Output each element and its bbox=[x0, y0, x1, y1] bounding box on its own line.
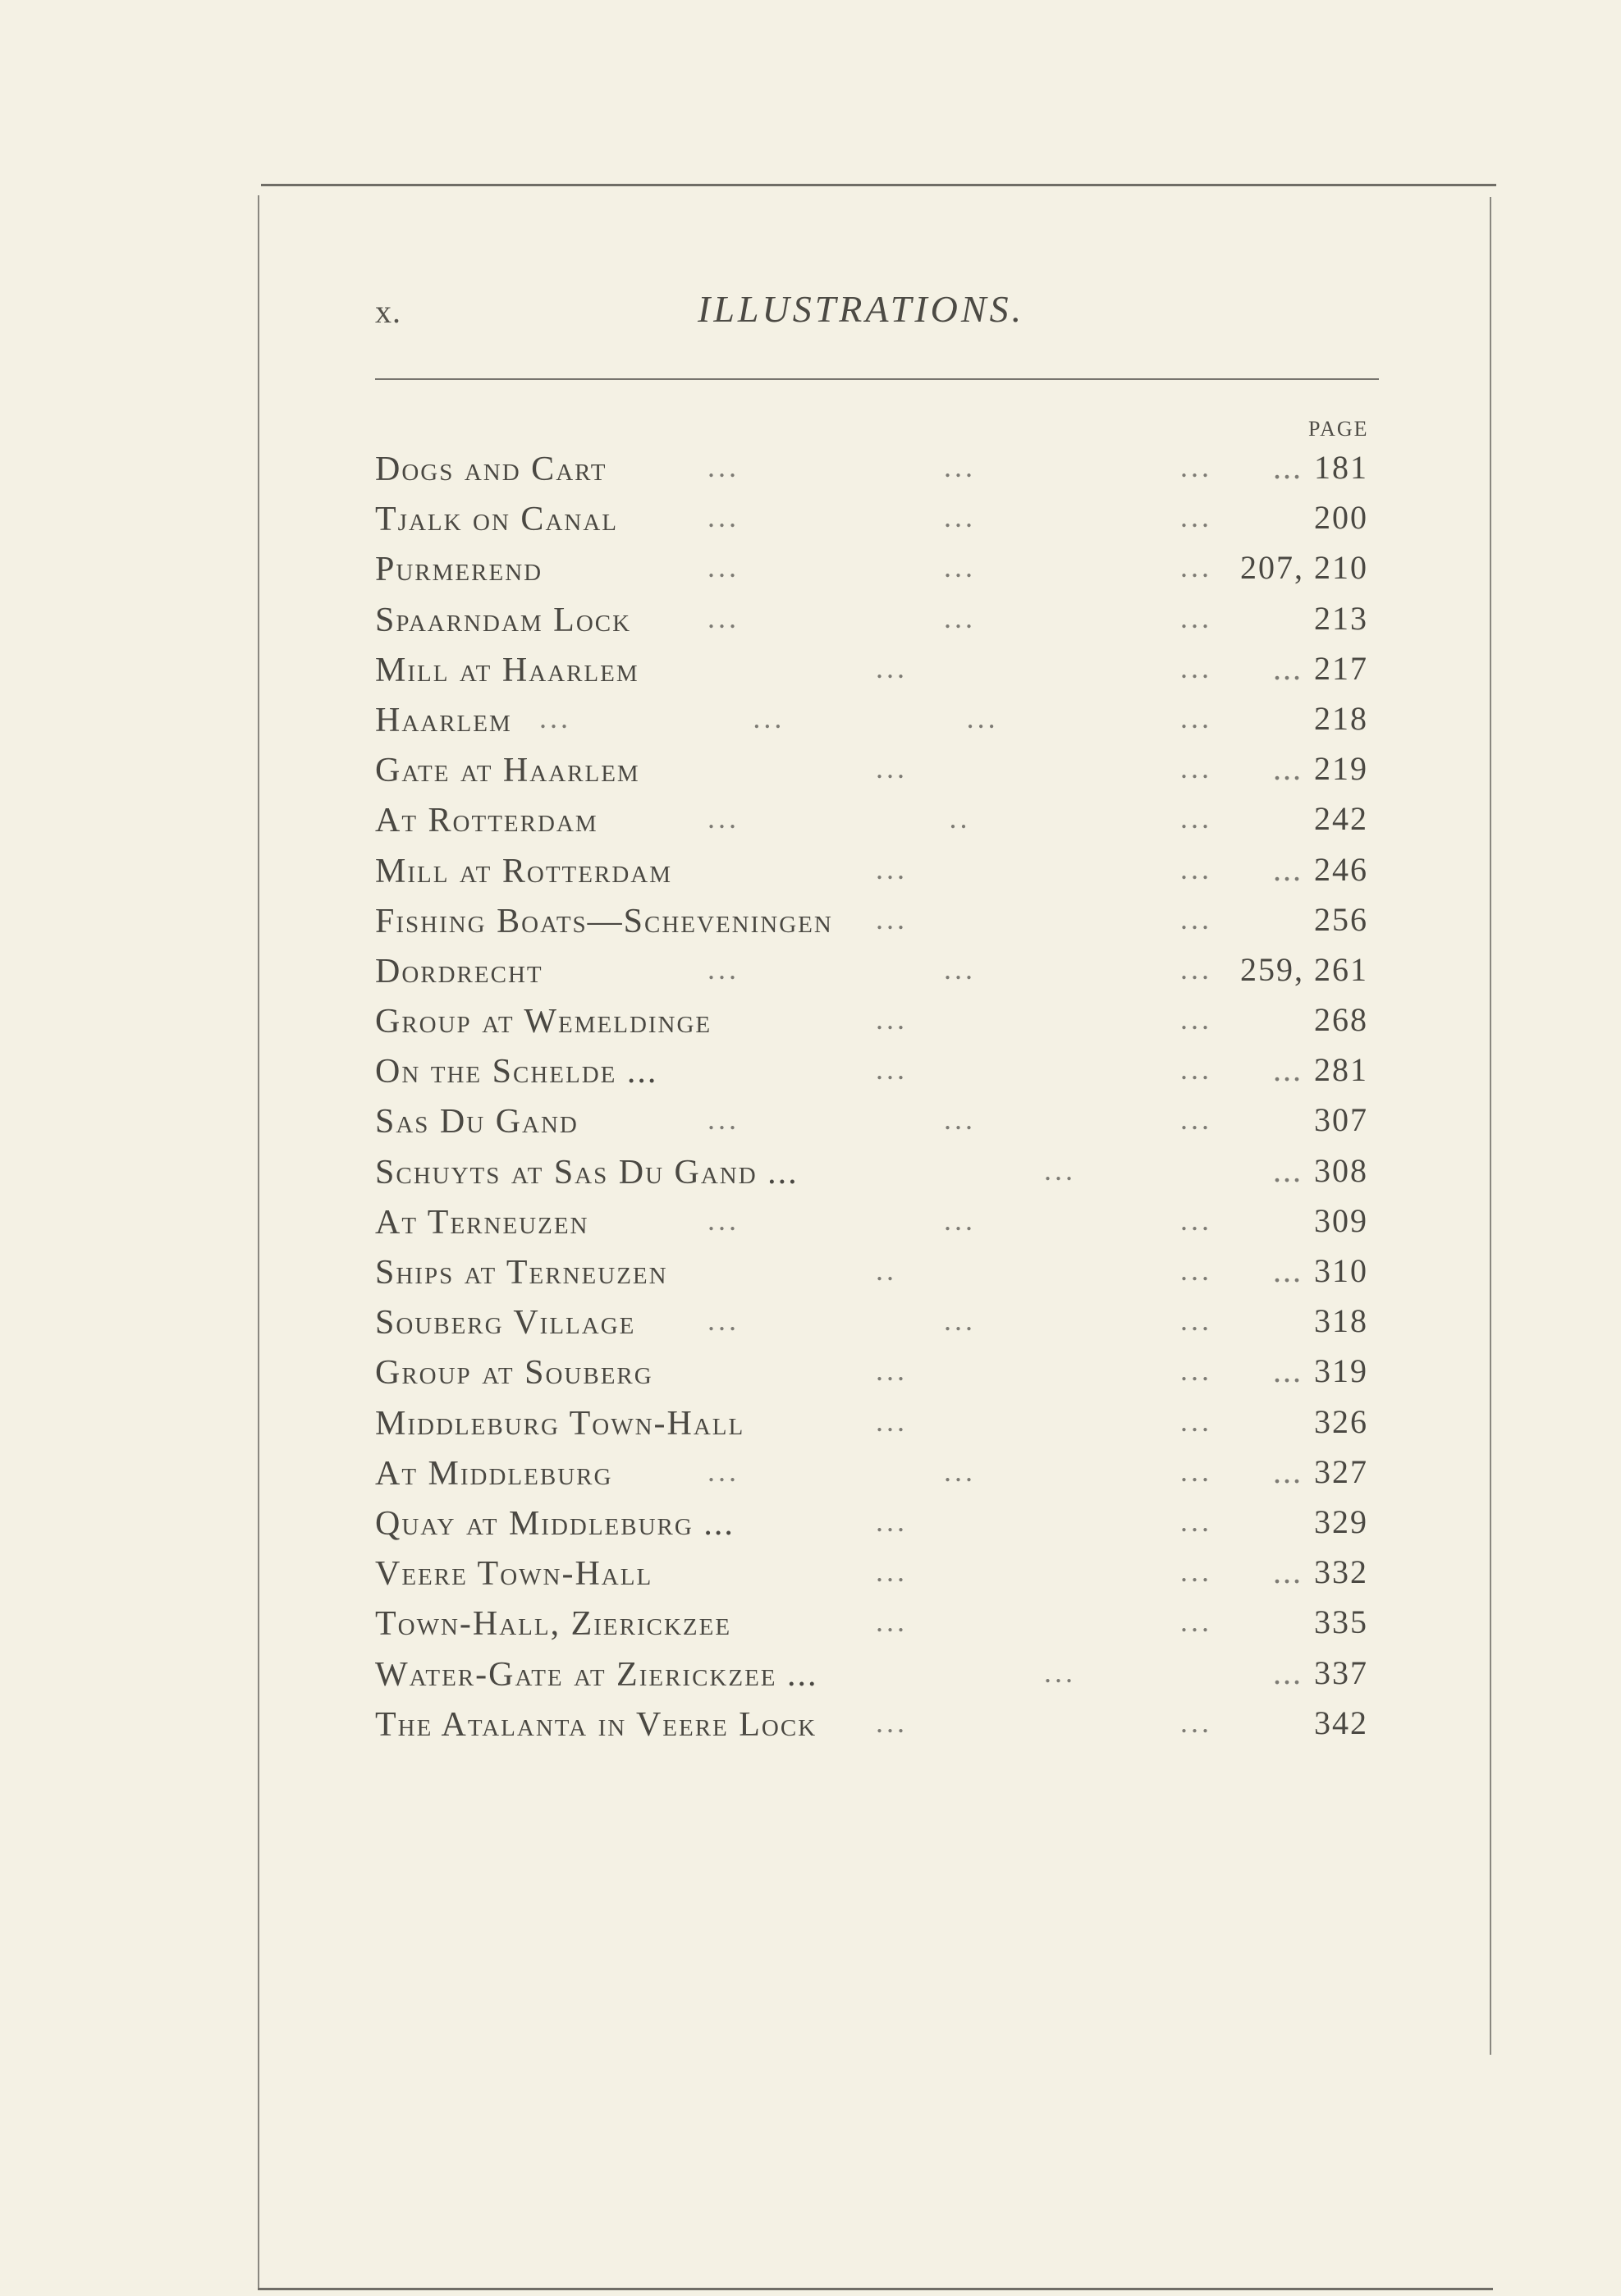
entry-page-number bbox=[1273, 1653, 1368, 1692]
entry-title: Purmerend bbox=[375, 551, 543, 589]
page-leader-dots: ... bbox=[1273, 1252, 1303, 1289]
list-item bbox=[375, 1196, 1380, 1246]
list-item bbox=[375, 845, 1380, 895]
page-number-value: 332 bbox=[1314, 1553, 1368, 1591]
leader-dot-group: ... bbox=[1044, 1655, 1076, 1689]
list-item bbox=[375, 1146, 1380, 1196]
leader-dot-group: ... bbox=[966, 701, 999, 734]
leader-dot-group: ... bbox=[1180, 1254, 1212, 1287]
leader-dot-group: ... bbox=[876, 752, 908, 785]
leader-dot-group: ... bbox=[876, 1404, 908, 1438]
page-number-value: 200 bbox=[1314, 499, 1368, 537]
page-number-value: 246 bbox=[1314, 850, 1368, 888]
leader-dot-group: ... bbox=[1180, 601, 1212, 634]
list-item bbox=[375, 644, 1380, 694]
entry-leader-dots bbox=[876, 651, 1212, 685]
frame-top-rule bbox=[261, 184, 1496, 186]
page-number-value: 337 bbox=[1314, 1653, 1368, 1691]
leader-dot-group: ... bbox=[944, 501, 976, 534]
entry-leader-dots bbox=[876, 1604, 1212, 1639]
leader-dot-group: ... bbox=[1180, 1605, 1212, 1639]
leader-dot-group: ... bbox=[1180, 1203, 1212, 1237]
leader-dot-group: ... bbox=[1180, 1504, 1212, 1538]
leader-dot-group: ... bbox=[876, 1354, 908, 1388]
list-item bbox=[375, 1045, 1380, 1095]
entry-leader-dots bbox=[539, 701, 1212, 735]
list-item bbox=[375, 443, 1380, 493]
leader-dot-group: ... bbox=[944, 1304, 976, 1338]
entry-leader-dots bbox=[876, 1554, 1212, 1589]
entry-title: The Atalanta in Veere Lock bbox=[375, 1705, 817, 1744]
entry-leader-dots bbox=[1044, 1153, 1212, 1187]
list-item bbox=[375, 1598, 1380, 1648]
entry-page-number bbox=[1314, 1000, 1368, 1039]
leader-dot-group: .. bbox=[949, 802, 971, 835]
entry-title: Mill at Haarlem bbox=[375, 651, 639, 689]
page-number-value: 326 bbox=[1314, 1402, 1368, 1440]
entry-title: Mill at Rotterdam bbox=[375, 852, 672, 890]
list-item bbox=[375, 694, 1380, 744]
leader-dot-group: ... bbox=[1180, 1354, 1212, 1388]
leader-dot-group: ... bbox=[876, 902, 908, 935]
entry-leader-dots bbox=[876, 902, 1212, 936]
page-leader-dots: ... bbox=[1273, 1653, 1303, 1691]
frame-left-rule bbox=[258, 195, 259, 2288]
entry-page-number bbox=[1273, 1352, 1368, 1390]
entry-title: On the Schelde ... bbox=[375, 1053, 658, 1091]
list-item bbox=[375, 945, 1380, 995]
entry-title: At Middleburg bbox=[375, 1454, 613, 1493]
leader-dot-group: ... bbox=[1180, 551, 1212, 584]
frame-right-rule bbox=[1490, 197, 1491, 2055]
running-title: ILLUSTRATIONS. bbox=[698, 288, 1025, 330]
page-folio: x. bbox=[375, 293, 401, 330]
leader-dot-group: ... bbox=[707, 601, 740, 634]
page-leader-dots: ... bbox=[1273, 1452, 1303, 1490]
page-number-value: 335 bbox=[1314, 1603, 1368, 1641]
entry-title: At Terneuzen bbox=[375, 1203, 589, 1242]
entry-page-number bbox=[1314, 1201, 1368, 1240]
leader-dot-group: ... bbox=[1044, 1153, 1076, 1187]
leader-dot-group: ... bbox=[876, 1504, 908, 1538]
list-item bbox=[375, 744, 1380, 794]
leader-dot-group: ... bbox=[876, 1605, 908, 1639]
entry-leader-dots bbox=[707, 801, 1212, 835]
entry-page-number bbox=[1273, 1553, 1368, 1591]
entry-title: Tjalk on Canal bbox=[375, 501, 618, 539]
entry-leader-dots bbox=[707, 1303, 1212, 1338]
list-item bbox=[375, 995, 1380, 1045]
list-item bbox=[375, 1498, 1380, 1548]
leader-dot-group: ... bbox=[707, 802, 740, 835]
page-number-value: 318 bbox=[1314, 1302, 1368, 1340]
leader-dot-group: ... bbox=[944, 551, 976, 584]
entry-leader-dots bbox=[707, 1203, 1212, 1237]
entry-leader-dots bbox=[876, 1253, 1212, 1287]
leader-dot-group: ... bbox=[753, 701, 785, 734]
entry-page-number bbox=[1273, 448, 1368, 487]
leader-dot-group: ... bbox=[876, 1003, 908, 1036]
page-number-value: 327 bbox=[1314, 1452, 1368, 1490]
entry-title: Quay at Middleburg ... bbox=[375, 1504, 735, 1543]
page-column-label: PAGE bbox=[1308, 417, 1369, 441]
page-number-value: 319 bbox=[1314, 1352, 1368, 1390]
entry-page-number bbox=[1314, 699, 1368, 738]
leader-dot-group: ... bbox=[876, 1053, 908, 1086]
entry-title: Town-Hall, Zierickzee bbox=[375, 1605, 732, 1644]
list-item bbox=[375, 1548, 1380, 1598]
leader-dot-group: ... bbox=[876, 651, 908, 684]
entry-title: Spaarndam Lock bbox=[375, 601, 632, 639]
entry-page-number bbox=[1273, 749, 1368, 788]
page-leader-dots: ... bbox=[1273, 649, 1303, 687]
entry-leader-dots bbox=[1044, 1655, 1212, 1690]
entry-page-number bbox=[1240, 548, 1368, 587]
leader-dot-group: ... bbox=[707, 1103, 740, 1137]
entry-leader-dots bbox=[876, 1404, 1212, 1438]
entry-leader-dots bbox=[707, 450, 1212, 484]
list-item bbox=[375, 594, 1380, 644]
entry-page-number bbox=[1240, 950, 1368, 989]
leader-dot-group: ... bbox=[1180, 752, 1212, 785]
leader-dot-group: ... bbox=[944, 1454, 976, 1488]
entry-leader-dots bbox=[876, 852, 1212, 886]
leader-dot-group: ... bbox=[1180, 852, 1212, 885]
entry-page-number bbox=[1314, 1301, 1368, 1340]
leader-dot-group: ... bbox=[707, 1454, 740, 1488]
page-number-value: 256 bbox=[1314, 900, 1368, 938]
entry-page-number bbox=[1314, 799, 1368, 838]
entry-page-number bbox=[1314, 498, 1368, 537]
leader-dot-group: ... bbox=[944, 1103, 976, 1137]
entry-title: Veere Town-Hall bbox=[375, 1555, 653, 1594]
list-item bbox=[375, 1347, 1380, 1397]
page-leader-dots: ... bbox=[1273, 1051, 1303, 1089]
leader-dot-group: ... bbox=[707, 551, 740, 584]
entry-leader-dots bbox=[707, 1102, 1212, 1137]
leader-dot-group: ... bbox=[1180, 451, 1212, 483]
page-leader-dots: ... bbox=[1273, 1553, 1303, 1591]
entry-title: Group at Wemeldinge bbox=[375, 1003, 712, 1041]
leader-dot-group: ... bbox=[876, 852, 908, 885]
page-number-value: 218 bbox=[1314, 699, 1368, 737]
page-number-value: 259, 261 bbox=[1240, 950, 1368, 988]
entry-page-number bbox=[1314, 599, 1368, 638]
list-item bbox=[375, 1649, 1380, 1699]
entry-title: Haarlem bbox=[375, 701, 512, 739]
list-item bbox=[375, 794, 1380, 844]
entry-title: Dordrecht bbox=[375, 952, 543, 990]
page-number-value: 207, 210 bbox=[1240, 549, 1368, 587]
entry-leader-dots bbox=[707, 550, 1212, 584]
entry-page-number bbox=[1314, 1603, 1368, 1641]
entry-leader-dots bbox=[707, 952, 1212, 986]
entry-leader-dots bbox=[876, 1353, 1212, 1388]
header-rule bbox=[375, 378, 1379, 380]
entry-page-number bbox=[1314, 1402, 1368, 1441]
page-number-value: 329 bbox=[1314, 1502, 1368, 1540]
list-item bbox=[375, 1448, 1380, 1498]
entry-title: At Rotterdam bbox=[375, 802, 598, 840]
page-number-value: 281 bbox=[1314, 1051, 1368, 1089]
entry-leader-dots bbox=[707, 601, 1212, 635]
list-item bbox=[375, 1699, 1380, 1749]
entry-leader-dots bbox=[876, 1504, 1212, 1539]
leader-dot-group: ... bbox=[1180, 1454, 1212, 1488]
leader-dot-group: ... bbox=[707, 1203, 740, 1237]
entry-leader-dots bbox=[876, 1002, 1212, 1036]
leader-dot-group: ... bbox=[1180, 501, 1212, 534]
page-leader-dots: ... bbox=[1273, 1352, 1303, 1390]
entry-page-number bbox=[1314, 900, 1368, 939]
leader-dot-group: ... bbox=[707, 952, 740, 986]
entry-title: Group at Souberg bbox=[375, 1354, 653, 1393]
page-number-value: 181 bbox=[1314, 449, 1368, 486]
leader-dot-group: ... bbox=[1179, 701, 1212, 734]
entry-page-number bbox=[1273, 1151, 1368, 1190]
leader-dot-group: ... bbox=[1180, 952, 1212, 986]
leader-dot-group: ... bbox=[1180, 1404, 1212, 1438]
entry-title: Souberg Village bbox=[375, 1304, 636, 1342]
entry-page-number bbox=[1273, 1452, 1368, 1491]
leader-dot-group: .. bbox=[876, 1254, 897, 1287]
page-number-value: 219 bbox=[1314, 750, 1368, 788]
leader-dot-group: ... bbox=[1180, 651, 1212, 684]
illustrations-list bbox=[375, 443, 1380, 1749]
entry-title: Gate at Haarlem bbox=[375, 752, 640, 790]
entry-page-number bbox=[1273, 649, 1368, 688]
entry-title: Fishing Boats—Scheveningen bbox=[375, 902, 833, 940]
entry-title: Schuyts at Sas Du Gand ... bbox=[375, 1153, 799, 1191]
entry-leader-dots bbox=[876, 1705, 1212, 1740]
list-item bbox=[375, 1246, 1380, 1297]
leader-dot-group: ... bbox=[876, 1555, 908, 1589]
leader-dot-group: ... bbox=[1180, 902, 1212, 935]
page-number-value: 307 bbox=[1314, 1101, 1368, 1139]
entry-title: Sas Du Gand bbox=[375, 1103, 579, 1141]
page-number-value: 213 bbox=[1314, 599, 1368, 637]
leader-dot-group: ... bbox=[707, 501, 740, 534]
page-number-value: 217 bbox=[1314, 649, 1368, 687]
leader-dot-group: ... bbox=[876, 1705, 908, 1739]
leader-dot-group: ... bbox=[707, 1304, 740, 1338]
leader-dot-group: ... bbox=[707, 451, 740, 483]
leader-dot-group: ... bbox=[1180, 1003, 1212, 1036]
page-number-value: 308 bbox=[1314, 1151, 1368, 1189]
entry-page-number bbox=[1273, 850, 1368, 889]
page-leader-dots: ... bbox=[1273, 449, 1303, 486]
leader-dot-group: ... bbox=[944, 952, 976, 986]
entry-page-number bbox=[1314, 1100, 1368, 1139]
list-item bbox=[375, 1397, 1380, 1448]
page-number-value: 242 bbox=[1314, 800, 1368, 838]
page-number-value: 268 bbox=[1314, 1001, 1368, 1039]
leader-dot-group: ... bbox=[1180, 1304, 1212, 1338]
entry-title: Water-Gate at Zierickzee ... bbox=[375, 1655, 818, 1694]
leader-dot-group: ... bbox=[1180, 1555, 1212, 1589]
entry-page-number bbox=[1314, 1502, 1368, 1541]
entry-title: Ships at Terneuzen bbox=[375, 1254, 668, 1292]
entry-leader-dots bbox=[707, 1454, 1212, 1489]
list-item bbox=[375, 1095, 1380, 1146]
leader-dot-group: ... bbox=[944, 601, 976, 634]
leader-dot-group: ... bbox=[1180, 1053, 1212, 1086]
leader-dot-group: ... bbox=[1180, 1103, 1212, 1137]
page-number-value: 309 bbox=[1314, 1201, 1368, 1239]
leader-dot-group: ... bbox=[1180, 802, 1212, 835]
entry-leader-dots bbox=[707, 500, 1212, 534]
entry-page-number bbox=[1273, 1251, 1368, 1290]
list-item bbox=[375, 1297, 1380, 1347]
entry-leader-dots bbox=[876, 751, 1212, 785]
entry-title: Dogs and Cart bbox=[375, 451, 607, 488]
frame-bottom-rule bbox=[258, 2288, 1493, 2290]
leader-dot-group: ... bbox=[539, 701, 571, 734]
leader-dot-group: ... bbox=[944, 451, 976, 483]
page-number-value: 310 bbox=[1314, 1252, 1368, 1289]
entry-page-number bbox=[1273, 1050, 1368, 1089]
page-leader-dots: ... bbox=[1273, 750, 1303, 788]
page-number-value: 342 bbox=[1314, 1704, 1368, 1741]
page-leader-dots: ... bbox=[1273, 1151, 1303, 1189]
page-leader-dots: ... bbox=[1273, 850, 1303, 888]
entry-leader-dots bbox=[876, 1052, 1212, 1086]
entry-page-number bbox=[1314, 1704, 1368, 1742]
leader-dot-group: ... bbox=[944, 1203, 976, 1237]
list-item bbox=[375, 543, 1380, 593]
list-item bbox=[375, 895, 1380, 945]
entry-title: Middleburg Town-Hall bbox=[375, 1404, 745, 1443]
list-item bbox=[375, 493, 1380, 543]
leader-dot-group: ... bbox=[1180, 1705, 1212, 1739]
